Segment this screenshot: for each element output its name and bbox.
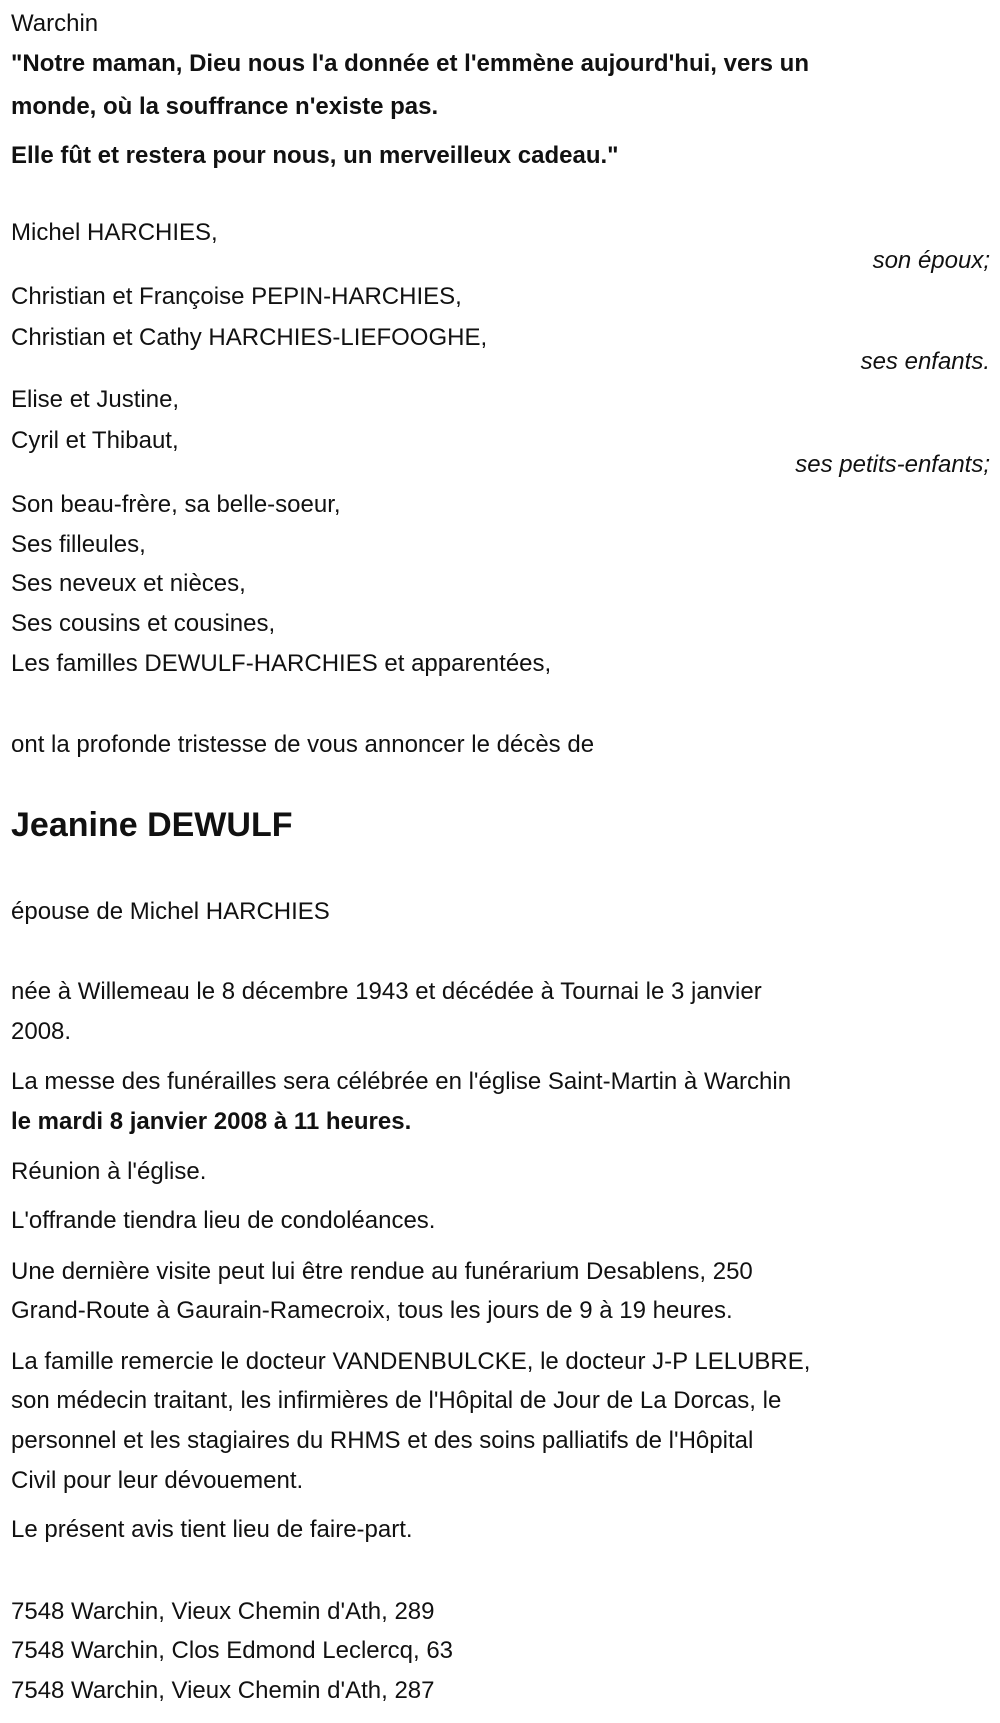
- meeting: Réunion à l'église.: [11, 1158, 207, 1185]
- relative: Ses filleules,: [11, 531, 146, 558]
- quote-line: "Notre maman, Dieu nous l'a donnée et l'emmène aujourd'hui, vers un: [11, 50, 809, 77]
- children-role: ses enfants.: [860, 348, 990, 375]
- thanks: Civil pour leur dévouement.: [11, 1467, 304, 1494]
- notice: Le présent avis tient lieu de faire-part.: [11, 1516, 413, 1543]
- location: Warchin: [11, 10, 99, 37]
- visit: Grand-Route à Gaurain-Ramecroix, tous les jours de 9 à 19 heures.: [11, 1297, 733, 1324]
- offering: L'offrande tiendra lieu de condoléances.: [11, 1207, 436, 1234]
- quote-line: Elle fût et restera pour nous, un merveilleux cadeau.": [11, 142, 619, 169]
- child: Christian et Françoise PEPIN-HARCHIES,: [11, 283, 462, 310]
- grandchild: Cyril et Thibaut,: [11, 427, 179, 454]
- relative: Ses neveux et nièces,: [11, 570, 246, 597]
- visit: Une dernière visite peut lui être rendue au funérarium Desablens, 250: [11, 1258, 753, 1285]
- relative: Les familles DEWULF-HARCHIES et apparentées,: [11, 650, 552, 677]
- thanks: son médecin traitant, les infirmières de l'Hôpital de Jour de La Dorcas, le: [11, 1387, 782, 1414]
- child: Christian et Cathy HARCHIES-LIEFOOGHE,: [11, 324, 488, 351]
- thanks: personnel et les stagiaires du RHMS et des soins palliatifs de l'Hôpital: [11, 1427, 754, 1454]
- deceased-name: Jeanine DEWULF: [11, 806, 293, 844]
- grandchild: Elise et Justine,: [11, 386, 180, 413]
- thanks: La famille remercie le docteur VANDENBULCKE, le docteur J-P LELUBRE,: [11, 1348, 811, 1375]
- relative: Son beau-frère, sa belle-soeur,: [11, 491, 341, 518]
- spouse-role: son époux;: [872, 247, 990, 274]
- address: 7548 Warchin, Vieux Chemin d'Ath, 287: [11, 1677, 435, 1704]
- relative: Ses cousins et cousines,: [11, 610, 276, 637]
- spouse: Michel HARCHIES,: [11, 219, 218, 246]
- announcement: ont la profonde tristesse de vous annoncer le décès de: [11, 731, 595, 758]
- address: 7548 Warchin, Vieux Chemin d'Ath, 289: [11, 1598, 435, 1625]
- birth-death: 2008.: [11, 1018, 72, 1045]
- mass-date: le mardi 8 janvier 2008 à 11 heures.: [11, 1108, 412, 1135]
- quote-line: monde, où la souffrance n'existe pas.: [11, 93, 439, 120]
- address: 7548 Warchin, Clos Edmond Leclercq, 63: [11, 1637, 454, 1664]
- spouse-of: épouse de Michel HARCHIES: [11, 898, 330, 925]
- grandchildren-role: ses petits-enfants;: [795, 451, 990, 478]
- birth-death: née à Willemeau le 8 décembre 1943 et décédée à Tournai le 3 janvier: [11, 978, 762, 1005]
- mass-info: La messe des funérailles sera célébrée en l'église Saint-Martin à Warchin: [11, 1068, 792, 1095]
